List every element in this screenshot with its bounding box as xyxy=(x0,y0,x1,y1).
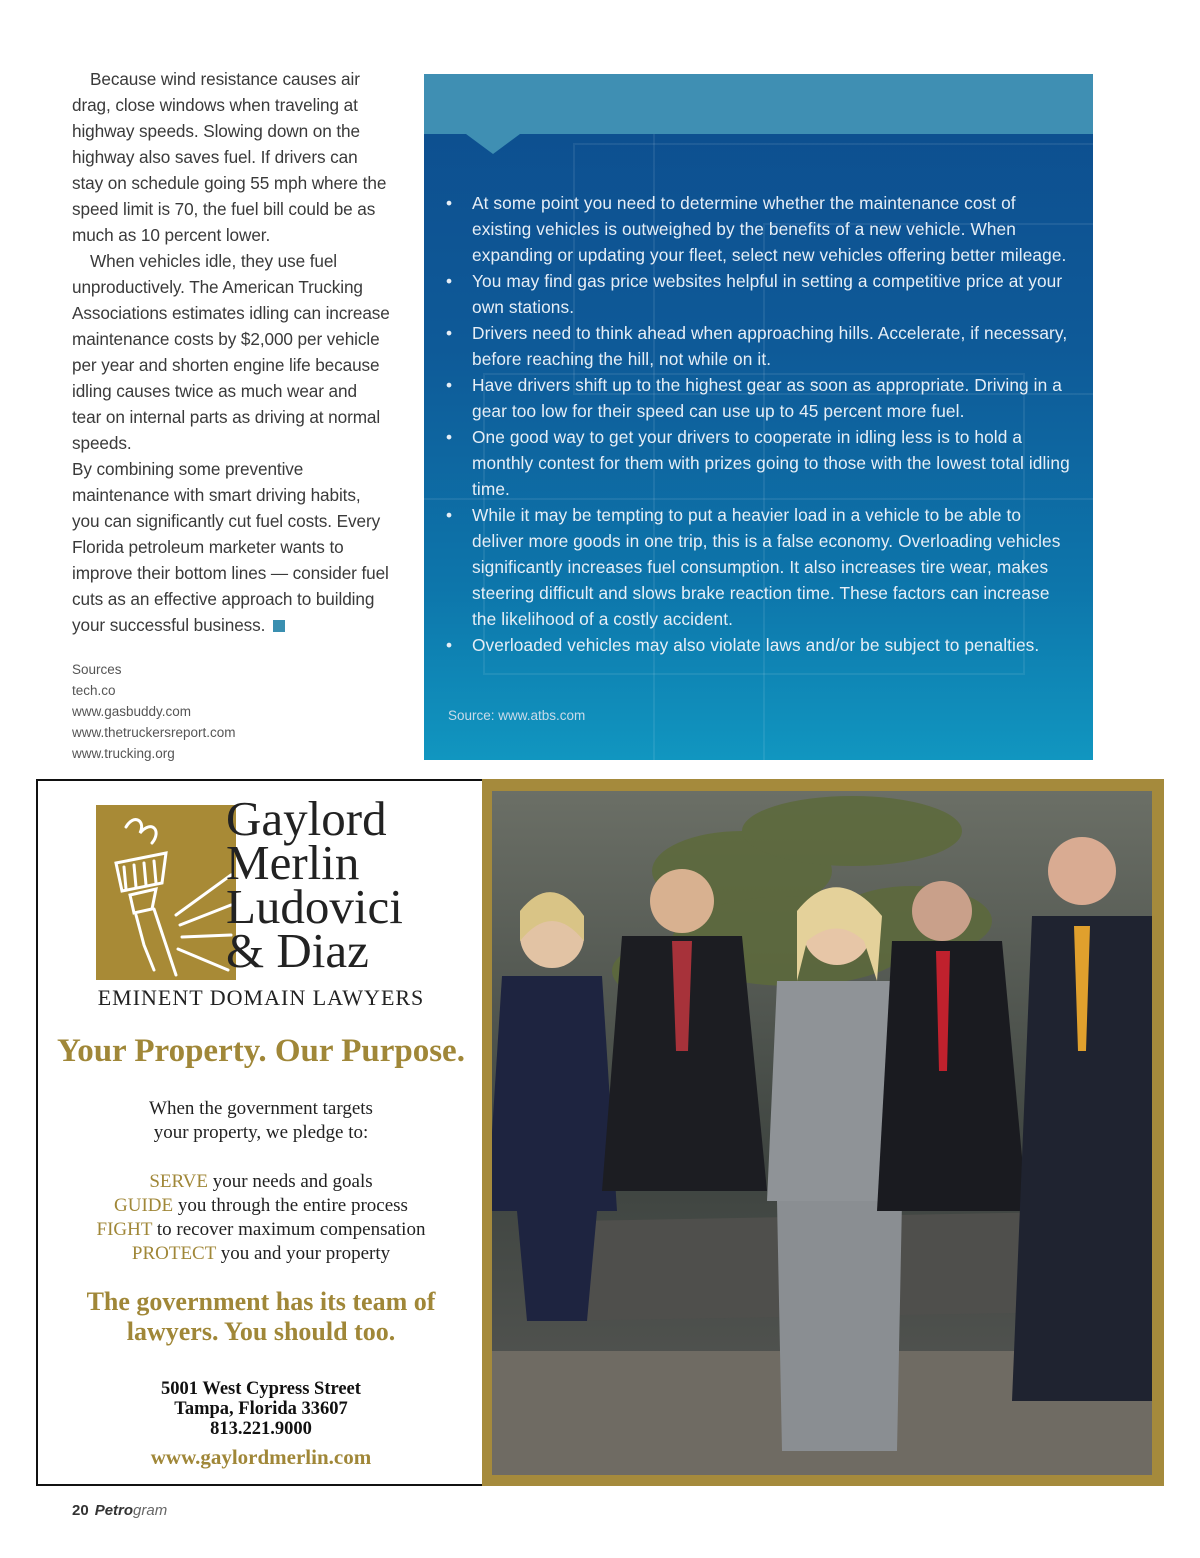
firm-website-link[interactable]: www.gaylordmerlin.com xyxy=(150,1445,372,1469)
tip-item xyxy=(446,424,1076,502)
bullet-icon: • xyxy=(446,271,453,291)
address-street: 5001 West Cypress Street xyxy=(161,1379,361,1399)
tips-sidebar-box xyxy=(424,74,1093,760)
end-of-article-mark xyxy=(273,620,285,632)
pledge-item xyxy=(38,1170,484,1194)
pledge-item xyxy=(38,1218,484,1242)
bullet-icon: • xyxy=(446,427,453,447)
torch-of-liberty-icon xyxy=(96,805,236,980)
firm-name xyxy=(226,791,403,978)
pledge-intro-line: When the government targets xyxy=(149,1098,373,1119)
tip-text: One good way to get your drivers to cooperate in idling less is to hold a monthly contest for them with prizes going to those with the lowest total idling time. xyxy=(472,427,1070,499)
photo-frame xyxy=(482,779,1164,1486)
tip-text: You may find gas price websites helpful in setting a competitive price at your own stations. xyxy=(472,271,1063,317)
pledge-intro-line: your property, we pledge to: xyxy=(153,1122,369,1143)
ad-closing-statement xyxy=(38,1287,484,1347)
attorneys-group-photo xyxy=(492,791,1152,1475)
sources-heading: Sources xyxy=(72,662,122,677)
pledge-text: you through the entire process xyxy=(173,1195,408,1216)
address-city: Tampa, Florida 33607 xyxy=(174,1399,348,1419)
pledge-keyword: GUIDE xyxy=(114,1195,174,1216)
firm-name-line: Merlin xyxy=(226,835,360,890)
bullet-icon: • xyxy=(446,375,453,395)
bullet-icon: • xyxy=(446,323,453,343)
firm-phone: 813.221.9000 xyxy=(210,1419,312,1439)
tip-text: Overloaded vehicles may also violate laws and/or be subject to penalties. xyxy=(472,635,1040,655)
closing-line: The government has its team of xyxy=(86,1287,436,1316)
pledge-text: to recover maximum compensation xyxy=(152,1219,426,1240)
closing-line: lawyers. You should too. xyxy=(126,1317,396,1346)
tip-text: Have drivers shift up to the highest gear as soon as appropriate. Driving in a gear too low for their speed can use up to 45 percent more fuel. xyxy=(472,375,1062,421)
pledge-item xyxy=(38,1194,484,1218)
pledge-keyword: PROTECT xyxy=(131,1243,216,1264)
firm-name-line: & Diaz xyxy=(226,923,369,978)
attorneys-photo-illustration xyxy=(492,791,1152,1475)
article-paragraph-text: By combining some preventive maintenance with smart driving habits, you can significantly cut fuel costs. Every Florida petroleum marketer wants to improve their bottom lines — consider fuel cuts as an effective approach to building your successful business. xyxy=(72,459,389,635)
source-item: www.gasbuddy.com xyxy=(72,704,192,719)
magazine-name-bold: Petro xyxy=(94,1502,134,1519)
tip-item xyxy=(446,320,1076,372)
source-item: tech.co xyxy=(72,683,116,698)
firm-tagline: EMINENT DOMAIN LAWYERS xyxy=(97,985,425,1010)
firm-name-line: Ludovici xyxy=(226,879,403,934)
tip-item xyxy=(446,502,1076,632)
pledge-item xyxy=(38,1242,484,1266)
firm-address xyxy=(38,1379,484,1439)
tips-source: Source: www.atbs.com xyxy=(448,708,586,723)
ad-slogan: Your Property. Our Purpose. xyxy=(57,1033,465,1069)
tip-text: At some point you need to determine whether the maintenance cost of existing vehicles is outweighed by the benefits of a new vehicle. When expanding or updating your fleet, select new vehicles offering better mileage. xyxy=(472,193,1067,265)
sources-list xyxy=(72,659,236,764)
page-footer xyxy=(72,1502,167,1519)
article-paragraph: When vehicles idle, they use fuel unproductively. The American Trucking Associations estimates idling can increase maintenance costs by $2,000 per vehicle per year and shorten engine life because idling causes twice as much wear and tear on internal parts as driving at normal speeds. xyxy=(72,251,390,453)
article-paragraph xyxy=(72,456,390,638)
pledge-text: your needs and goals xyxy=(208,1171,373,1192)
tip-item xyxy=(446,372,1076,424)
bullet-icon: • xyxy=(446,505,453,525)
tip-item xyxy=(446,190,1076,268)
pledge-keyword: SERVE xyxy=(149,1171,208,1192)
pledge-intro xyxy=(38,1097,484,1145)
pledge-text: you and your property xyxy=(215,1243,391,1264)
bullet-icon: • xyxy=(446,635,453,655)
firm-name-line: Gaylord xyxy=(226,791,387,846)
tips-list xyxy=(446,190,1076,658)
pledge-keyword: FIGHT xyxy=(96,1219,153,1240)
page-number: 20 xyxy=(72,1502,89,1519)
article-paragraph: Because wind resistance causes air drag, close windows when traveling at highway speeds. Slowing down on the highway also saves fuel. If drivers can stay on schedule going 55 mph where the speed limit is 70, the fuel bill could be as much as 10 percent lower. xyxy=(72,69,387,245)
article-body xyxy=(72,66,390,638)
law-firm-advertisement xyxy=(36,779,1164,1486)
tip-text: While it may be tempting to put a heavier load in a vehicle to be able to deliver more goods in one trip, this is a false economy. Overloading vehicles significantly increases fuel consumption. It also increases tire wear, makes steering difficult and slows brake reaction time. These factors can increase the likelihood of a costly accident. xyxy=(472,505,1061,629)
tip-item xyxy=(446,268,1076,320)
firm-logo xyxy=(96,805,236,980)
magazine-name-light: gram xyxy=(133,1502,168,1519)
tip-item xyxy=(446,632,1076,658)
ad-text-panel xyxy=(36,779,486,1486)
source-item: www.thetruckersreport.com xyxy=(72,725,236,740)
tip-text: Drivers need to think ahead when approaching hills. Accelerate, if necessary, before reaching the hill, not while on it. xyxy=(472,323,1068,369)
source-item: www.trucking.org xyxy=(72,746,175,761)
tips-header-notch xyxy=(466,134,520,154)
pledge-list xyxy=(38,1170,484,1266)
tips-header-band xyxy=(424,74,1093,134)
bullet-icon: • xyxy=(446,193,453,213)
